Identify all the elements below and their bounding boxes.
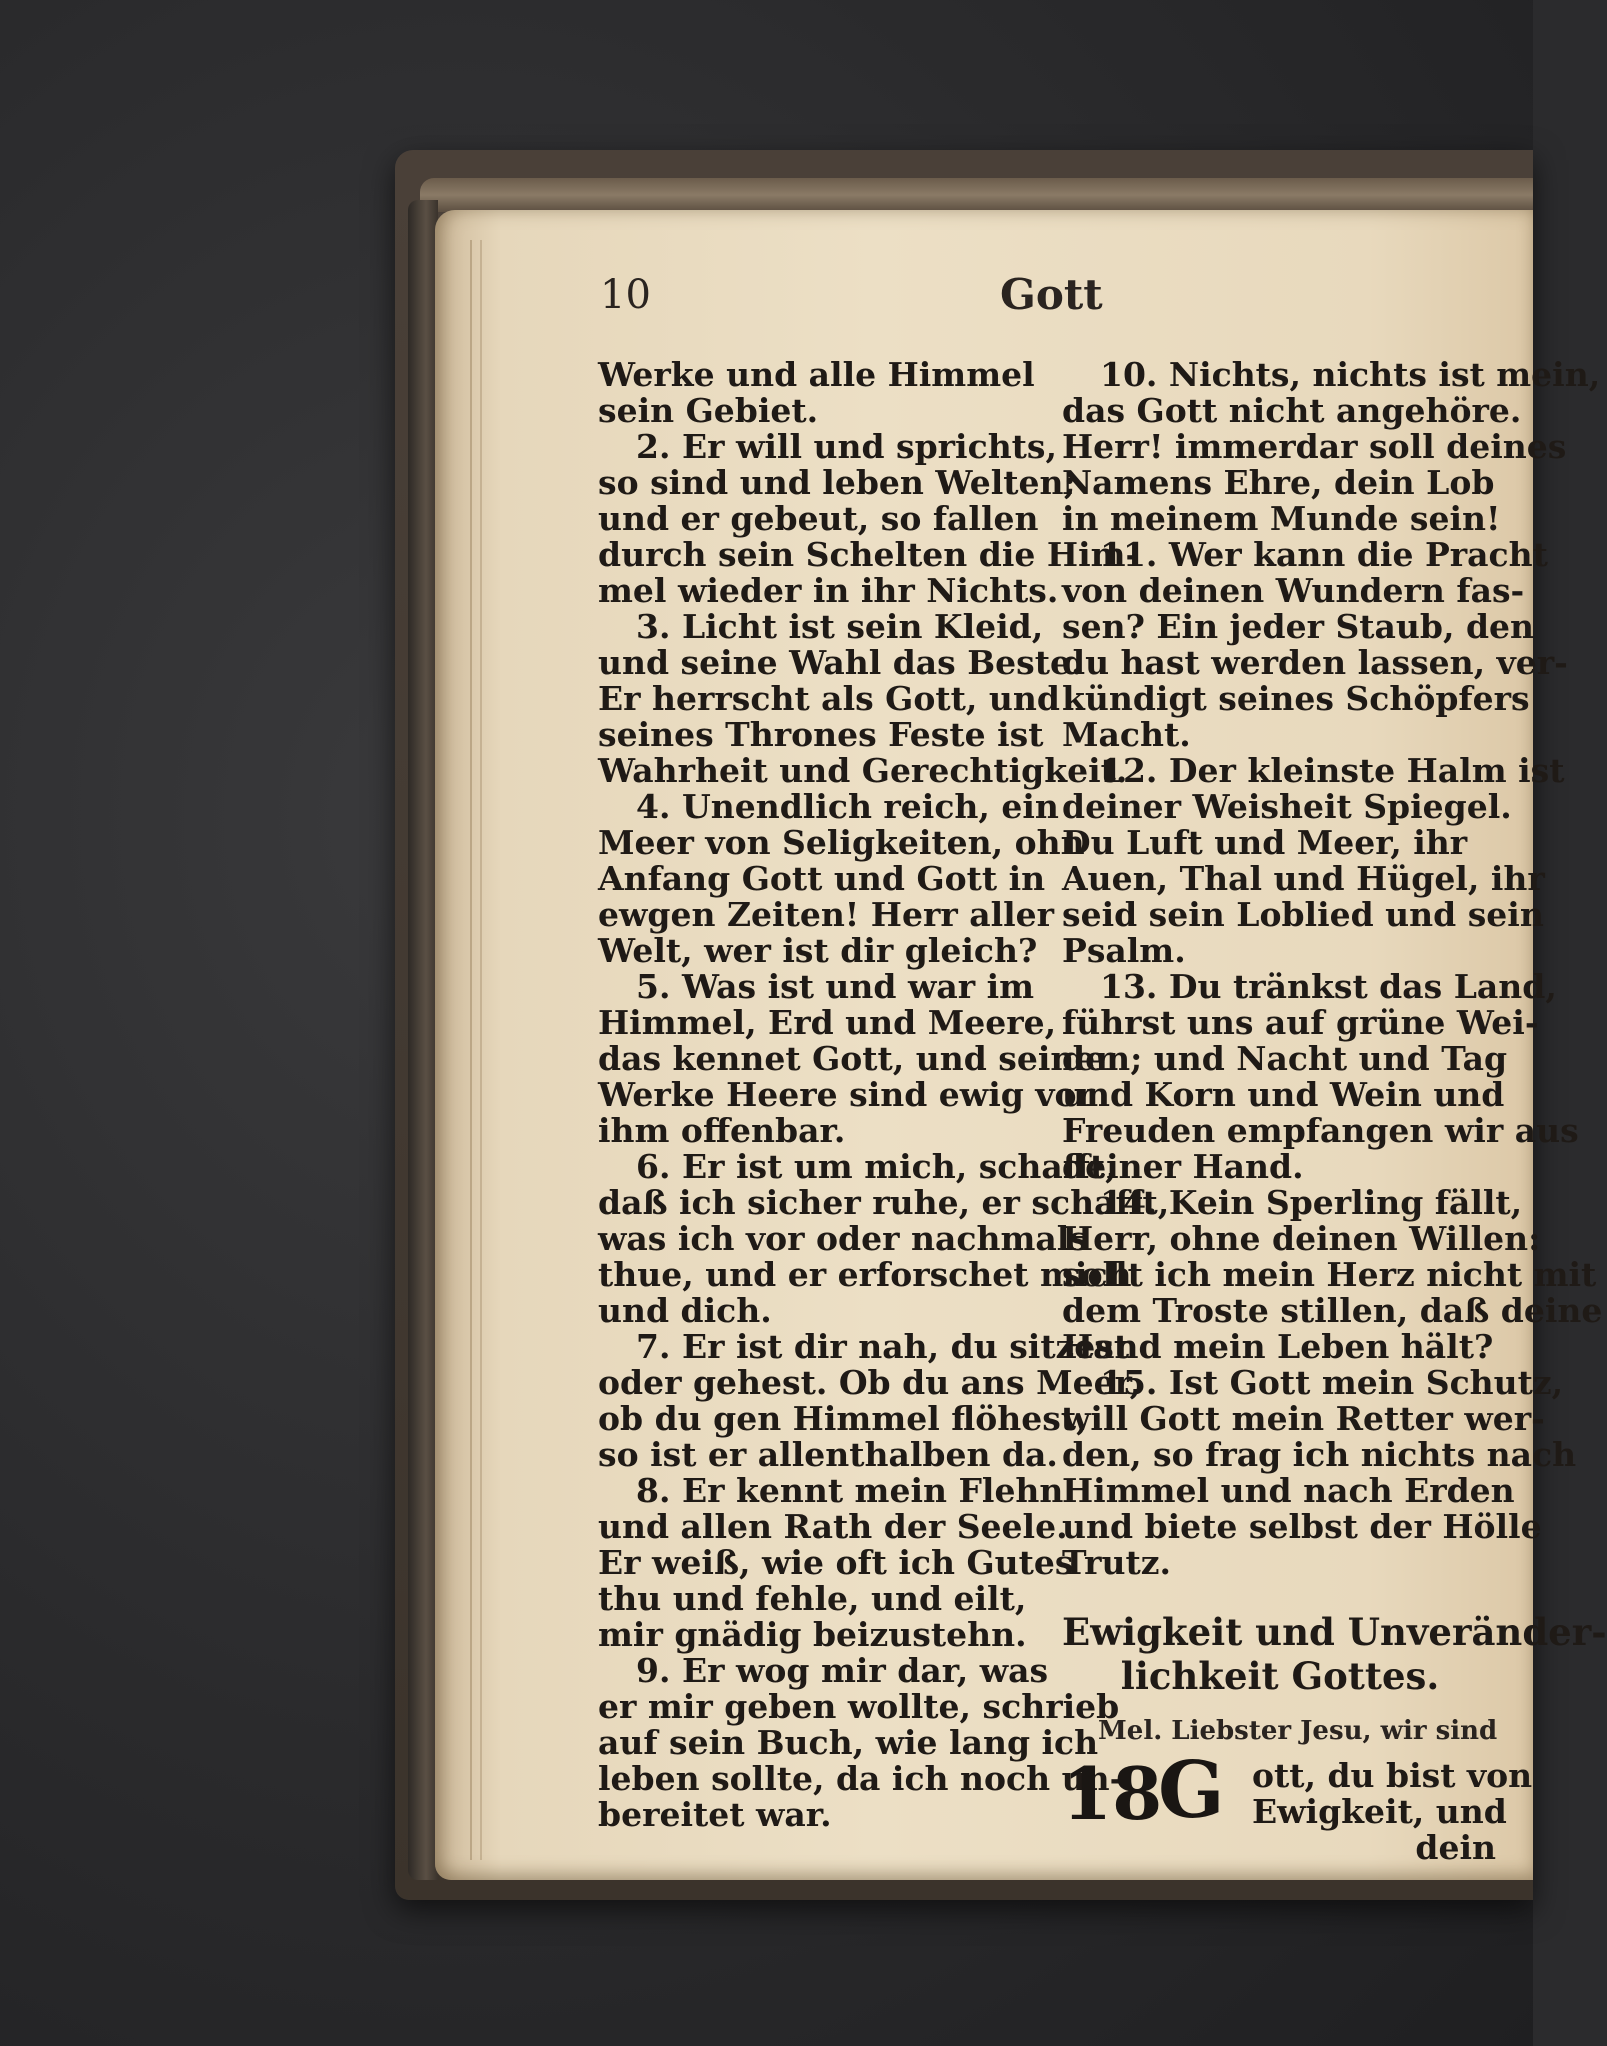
- text-line: Psalm.: [1062, 931, 1186, 970]
- text-line: und biete selbst der Hölle: [1062, 1507, 1542, 1546]
- text-line: Hand mein Leben hält?: [1062, 1327, 1494, 1366]
- text-line: in meinem Munde sein!: [1062, 499, 1501, 538]
- hymn-line: ott, du bist von: [1252, 1756, 1533, 1795]
- text-line: von deinen Wundern fas-: [1062, 571, 1525, 610]
- book-top-edge: [420, 178, 1533, 212]
- text-line: das kennet Gott, und seiner: [598, 1039, 1113, 1078]
- text-line: den; und Nacht und Tag: [1062, 1039, 1508, 1078]
- text-line: ob du gen Himmel flöhest,: [598, 1399, 1088, 1438]
- book-spine: [408, 200, 438, 1880]
- text-line: Werke Heere sind ewig vor: [598, 1075, 1094, 1114]
- text-line: daß ich sicher ruhe, er schafft,: [598, 1183, 1170, 1222]
- text-line: 5. Was ist und war im: [636, 967, 1035, 1006]
- text-line: 7. Er ist dir nah, du sitzest: [636, 1327, 1130, 1366]
- text-line: Trutz.: [1062, 1543, 1172, 1582]
- text-line: und dich.: [598, 1291, 772, 1330]
- text-line: Auen, Thal und Hügel, ihr: [1062, 859, 1545, 898]
- text-line: deiner Hand.: [1062, 1147, 1304, 1186]
- text-line: seines Thrones Feste ist: [598, 715, 1044, 754]
- hymn-line: Ewigkeit, und: [1252, 1792, 1507, 1831]
- text-line: Meer von Seligkeiten, ohn: [598, 823, 1085, 862]
- text-line: das Gott nicht angehöre.: [1062, 391, 1522, 430]
- text-line: thue, und er erforschet mich: [598, 1255, 1132, 1294]
- text-line: oder gehest. Ob du ans Meer,: [598, 1363, 1142, 1402]
- text-line: Du Luft und Meer, ihr: [1062, 823, 1468, 862]
- text-line: 10. Nichts, nichts ist mein,: [1100, 355, 1601, 394]
- text-line: so ist er allenthalben da.: [598, 1435, 1058, 1474]
- text-line: dem Troste stillen, daß deine: [1062, 1291, 1603, 1330]
- page-stack-lines: [470, 240, 482, 1860]
- drop-cap-initial: G: [1158, 1745, 1225, 1836]
- section-heading-line-1: Ewigkeit und Unveränder-: [1062, 1610, 1607, 1654]
- text-line: er mir geben wollte, schrieb: [598, 1687, 1120, 1726]
- text-line: und allen Rath der Seele.: [598, 1507, 1068, 1546]
- text-line: thu und fehle, und eilt,: [598, 1579, 1027, 1618]
- text-line: so sind und leben Welten;: [598, 463, 1076, 502]
- text-line: deiner Weisheit Spiegel.: [1062, 787, 1512, 826]
- text-line: 9. Er wog mir dar, was: [636, 1651, 1049, 1690]
- melody-note: Mel. Liebster Jesu, wir sind: [1098, 1716, 1498, 1746]
- text-line: Herr, ohne deinen Willen:: [1062, 1219, 1541, 1258]
- text-line: 8. Er kennt mein Flehn: [636, 1471, 1064, 1510]
- text-line: auf sein Buch, wie lang ich: [598, 1723, 1099, 1762]
- text-line: Welt, wer ist dir gleich?: [598, 931, 1038, 970]
- text-line: 2. Er will und sprichts,: [636, 427, 1057, 466]
- text-line: leben sollte, da ich noch un-: [598, 1759, 1124, 1798]
- text-line: 11. Wer kann die Pracht: [1100, 535, 1548, 574]
- text-line: sollt ich mein Herz nicht mit: [1062, 1255, 1597, 1294]
- text-line: und seine Wahl das Beste.: [598, 643, 1083, 682]
- text-line: bereitet war.: [598, 1795, 832, 1834]
- text-line: 14. Kein Sperling fällt,: [1100, 1183, 1523, 1222]
- text-line: Freuden empfangen wir aus: [1062, 1111, 1579, 1150]
- text-line: 12. Der kleinste Halm ist: [1100, 751, 1565, 790]
- text-line: mir gnädig beizustehn.: [598, 1615, 1027, 1654]
- text-line: Macht.: [1062, 715, 1191, 754]
- text-line: führst uns auf grüne Wei-: [1062, 1003, 1539, 1042]
- text-line: was ich vor oder nachmals: [598, 1219, 1088, 1258]
- text-line: 6. Er ist um mich, schafft,: [636, 1147, 1117, 1186]
- page-number: 10: [600, 272, 651, 318]
- running-title: Gott: [1000, 270, 1103, 319]
- text-line: Er weiß, wie oft ich Gutes: [598, 1543, 1074, 1582]
- text-line: Namens Ehre, dein Lob: [1062, 463, 1495, 502]
- text-line: Anfang Gott und Gott in: [598, 859, 1046, 898]
- section-heading: [1062, 1610, 1607, 1698]
- text-line: ihm offenbar.: [598, 1111, 846, 1150]
- hymn-number: 18: [1062, 1751, 1163, 1836]
- text-line: kündigt seines Schöpfers: [1062, 679, 1530, 718]
- text-line: 3. Licht ist sein Kleid,: [636, 607, 1044, 646]
- text-line: sein Gebiet.: [598, 391, 819, 430]
- text-line: und Korn und Wein und: [1062, 1075, 1505, 1114]
- text-line: sen? Ein jeder Staub, den: [1062, 607, 1535, 646]
- text-line: und er gebeut, so fallen: [598, 499, 1039, 538]
- text-line: du hast werden lassen, ver-: [1062, 643, 1568, 682]
- text-line: will Gott mein Retter wer-: [1062, 1399, 1545, 1438]
- text-line: Herr! immerdar soll deines: [1062, 427, 1567, 466]
- text-line: seid sein Loblied und sein: [1062, 895, 1544, 934]
- text-line: ewgen Zeiten! Herr aller: [598, 895, 1055, 934]
- hymn-opening-text: [1252, 1756, 1533, 1867]
- section-heading-line-2: lichkeit Gottes.: [1120, 1654, 1440, 1698]
- text-line: Werke und alle Himmel: [598, 355, 1035, 394]
- text-line: Himmel, Erd und Meere,: [598, 1003, 1057, 1042]
- right-text-column: [1062, 355, 1603, 1582]
- text-line: Himmel und nach Erden: [1062, 1471, 1515, 1510]
- text-line: den, so frag ich nichts nach: [1062, 1435, 1577, 1474]
- text-line: 4. Unendlich reich, ein: [636, 787, 1059, 826]
- hymn-line: dein: [1415, 1828, 1496, 1867]
- text-line: 15. Ist Gott mein Schutz,: [1100, 1363, 1564, 1402]
- text-line: Er herrscht als Gott, und: [598, 679, 1060, 718]
- text-line: mel wieder in ihr Nichts.: [598, 571, 1059, 610]
- text-line: Wahrheit und Gerechtigkeit.: [598, 751, 1128, 790]
- text-line: durch sein Schelten die Him-: [598, 535, 1140, 574]
- text-line: 13. Du tränkst das Land,: [1100, 967, 1557, 1006]
